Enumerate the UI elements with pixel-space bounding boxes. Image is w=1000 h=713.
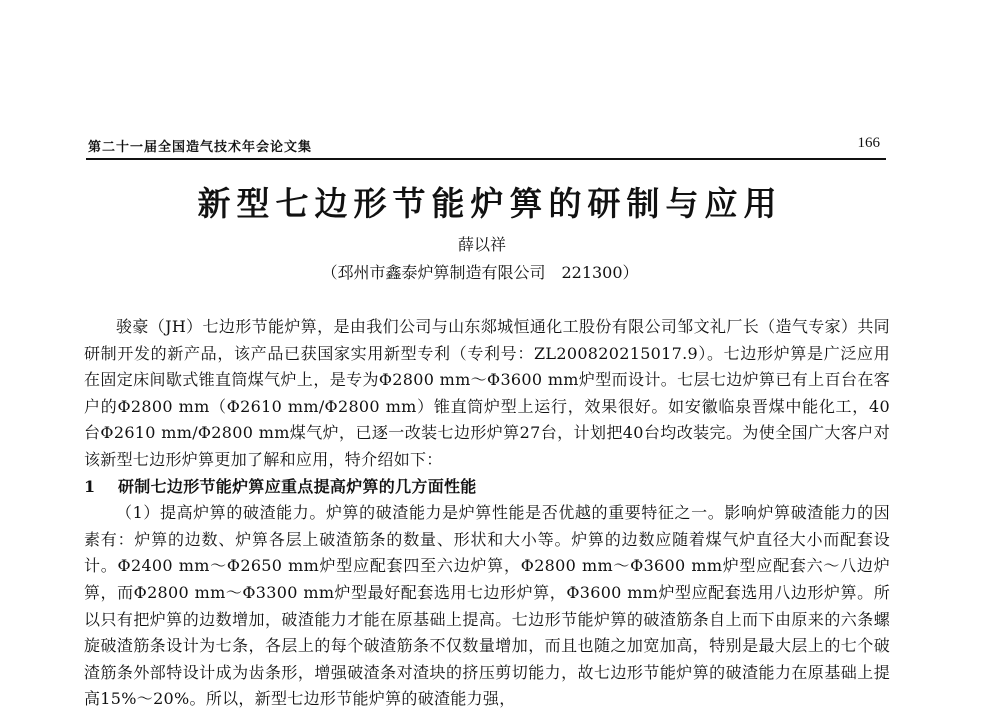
running-header — [86, 136, 886, 160]
author-name: 薛以祥 — [457, 235, 506, 254]
journal-title: 第二十一届全国造气技术年会论文集 — [88, 140, 313, 155]
article-body — [84, 314, 890, 713]
section-number: 1 — [84, 476, 96, 496]
article-title: 新型七边形节能炉箅的研制与应用 — [197, 184, 783, 223]
page-number: 166 — [857, 135, 880, 151]
intro-paragraph: 骏豪（JH）七边形节能炉箅，是由我们公司与山东郯城恒通化工股份有限公司邹文礼厂长（造气专家）共同研制开发的新产品，该产品已获国家实用新型专利（专利号：ZL200820215017.9）。七边形炉箅是广泛应用在固定床间歇式锥直筒煤气炉上，是专为Φ2800 mm～Φ3600 mm炉型而设计。七层七边炉箅已有上百台在客户的Φ2800 mm（Φ2610 mm/Φ2800 mm）锥直筒炉型上运行，效果很好。如安徽临泉晋煤中能化工，40台Φ2610 mm/Φ2800 mm煤气炉，已逐一改装七边形炉箅27台，计划把40台均改装完。为使全国广大客户对该新型七边形炉箅更加了解和应用，特介绍如下： — [84, 317, 890, 469]
author-affiliation: （邳州市鑫泰炉箅制造有限公司 221300） — [321, 263, 639, 282]
section-title: 研制七边形节能炉箅应重点提高炉箅的几方面性能 — [118, 476, 477, 496]
section-heading — [84, 474, 890, 501]
body-paragraph: （1）提高炉箅的破渣能力。炉箅的破渣能力是炉箅性能是否优越的重要特征之一。影响炉箅破渣能力的因素有：炉箅的边数、炉箅各层上破渣筋条的数量、形状和大小等。炉箅的边数应随着煤气炉直径大小而配套设计。Φ2400 mm～Φ2650 mm炉型应配套四至六边炉箅，Φ2800 mm～Φ3600 mm炉型应配套六～八边炉箅，而Φ2800 mm～Φ3300 mm炉型最好配套选用七边形炉箅，Φ3600 mm炉型应配套选用八边形炉箅。所以只有把炉箅的边数增加，破渣能力才能在原基础上提高。七边形节能炉箅的破渣筋条自上而下由原来的六条螺旋破渣筋条设计为七条，各层上的每个破渣筋条不仅数量增加，而且也随之加宽加高，特别是最大层上的七个破渣筋条外部特设计成为齿条形，增强破渣条对渣块的挤压剪切能力，故七边形节能炉箅的破渣能力在原基础上提高15%～20%。所以，新型七边形节能炉箅的破渣能力强， — [84, 503, 890, 709]
